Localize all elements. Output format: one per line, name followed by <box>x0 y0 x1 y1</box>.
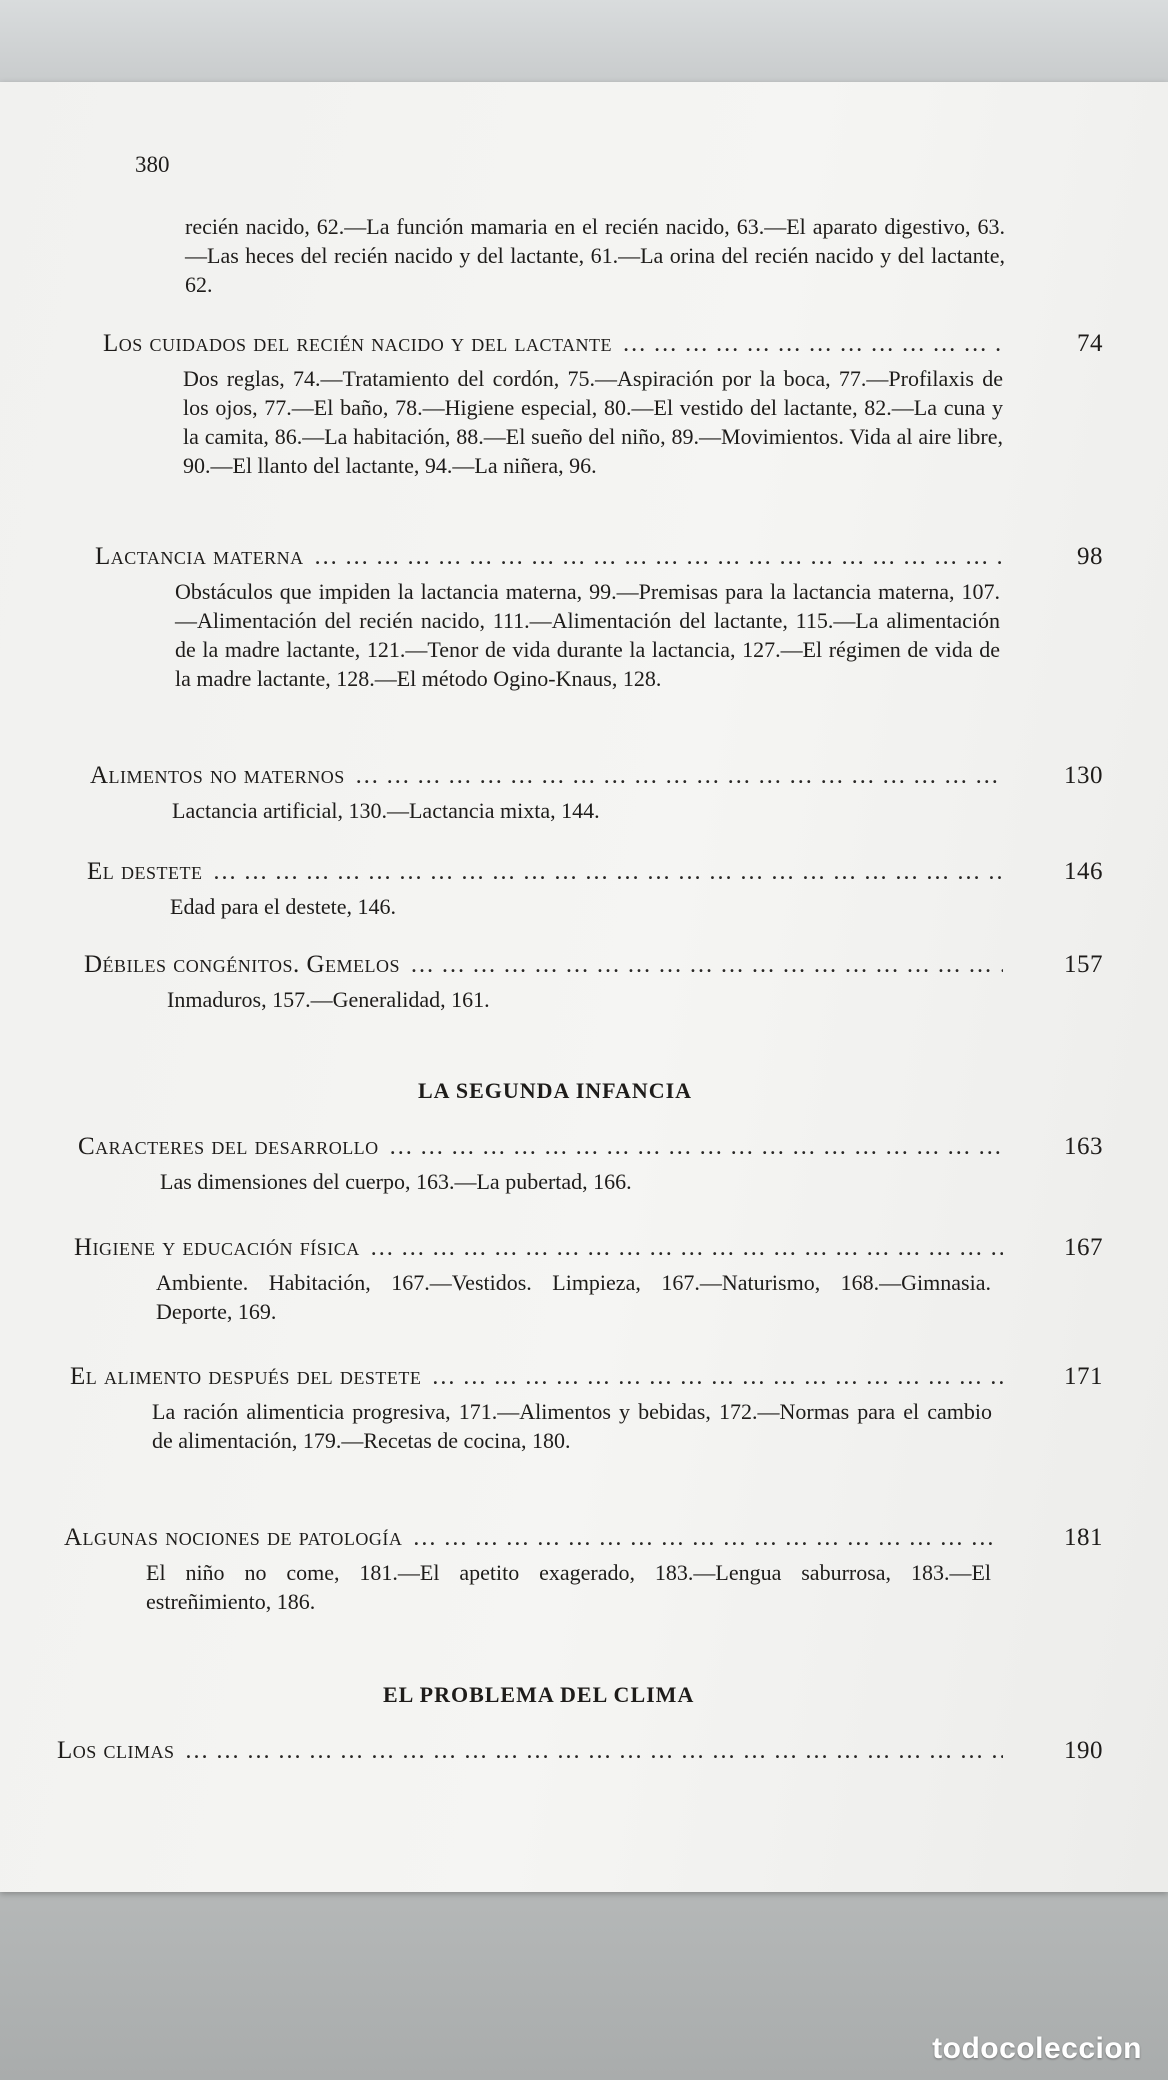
toc-entry <box>70 1363 1103 1455</box>
toc-entry-description: Dos reglas, 74.—Tratamiento del cordón, 75.—Aspiración por la boca, 77.—Profilaxis de los ojos, 77.—El baño, 78.—Higiene especial, 80.—El vestido del lactante, 82.—La cuna y la camita, 86.—La habitación, 88.—El sueño del niño, 89.—Movimientos. Vida al aire libre, 90.—El llanto del lactante, 94.—La niñera, 96. <box>183 366 1003 478</box>
toc-entry-title: Los cuidados del recién nacido y del lactante <box>103 330 613 357</box>
toc-entry-title: Los climas <box>57 1737 175 1764</box>
toc-entry-heading <box>70 1363 1103 1391</box>
watermark-text: todocoleccion <box>932 2032 1142 2065</box>
background-surface-top <box>0 0 1168 90</box>
toc-entry <box>57 1737 1103 1765</box>
dot-leader <box>431 1364 1003 1391</box>
continuation-block <box>185 212 1005 299</box>
dot-leader <box>213 859 1003 886</box>
dot-leader <box>410 952 1003 979</box>
dot-leader <box>370 1235 1003 1262</box>
toc-entry-page: 181 <box>1064 1524 1103 1551</box>
toc-entry-heading <box>103 330 1103 358</box>
toc-entry <box>64 1524 1103 1616</box>
toc-entry-description: Obstáculos que impiden la lactancia materna, 99.—Premisas para la lactancia materna, 107.—Alimentación del recién nacido, 111.—Alimentación del lactante, 115.—La alimentación de la madre lactante, 121.—Tenor de vida durante la lactancia, 127.—El régimen de vida de la madre lactante, 128.—El método Ogino-Knaus, 128. <box>175 579 1000 691</box>
toc-entry <box>84 951 1103 1014</box>
toc-entry <box>74 1234 1103 1326</box>
dot-leader <box>622 331 1003 358</box>
toc-entry-title: El destete <box>87 858 203 885</box>
toc-entry <box>87 858 1103 921</box>
toc-entry-title: Algunas nociones de patología <box>64 1524 403 1551</box>
toc-entry <box>103 330 1103 480</box>
toc-entry-page: 163 <box>1064 1133 1103 1160</box>
dot-leader <box>355 763 1003 790</box>
dot-leader <box>185 1738 1003 1765</box>
toc-entry-page: 146 <box>1064 858 1103 885</box>
toc-entry-title: El alimento después del destete <box>70 1363 422 1390</box>
toc-entry-page: 157 <box>1064 951 1103 978</box>
dot-leader <box>314 544 1003 571</box>
toc-entry-page: 190 <box>1064 1737 1103 1764</box>
toc-entry-description: Las dimensiones del cuerpo, 163.—La pubertad, 166. <box>160 1169 632 1194</box>
page-number: 380 <box>135 152 170 177</box>
toc-entry-description: Ambiente. Habitación, 167.—Vestidos. Limpieza, 167.—Naturismo, 168.—Gimnasia. Deporte, 169. <box>156 1270 991 1324</box>
dot-leader <box>412 1525 1003 1552</box>
toc-entry-heading <box>87 858 1103 886</box>
toc-entry-heading <box>95 543 1103 571</box>
toc-entry-title: Alimentos no maternos <box>90 762 345 789</box>
toc-entry-heading <box>78 1133 1103 1161</box>
toc-entry-description: La ración alimenticia progresiva, 171.—Alimentos y bebidas, 172.—Normas para el cambio de alimentación, 179.—Recetas de cocina, 180. <box>152 1399 992 1453</box>
section-title: EL PROBLEMA DEL CLIMA <box>383 1682 695 1707</box>
watermark-logo <box>932 2032 1142 2066</box>
toc-entry-description: Inmaduros, 157.—Generalidad, 161. <box>167 987 490 1012</box>
toc-entry-title: Débiles congénitos. Gemelos <box>84 951 401 978</box>
toc-entry-heading <box>57 1737 1103 1765</box>
continuation-text: recién nacido, 62.—La función mamaria en el recién nacido, 63.—El aparato digestivo, 63.—Las heces del recién nacido y del lactante, 61.—La orina del recién nacido y del lactante, 62. <box>185 214 1005 297</box>
toc-entry-title: Lactancia materna <box>95 543 304 570</box>
toc-entry-page: 98 <box>1077 543 1103 570</box>
toc-entry-description: El niño no come, 181.—El apetito exagerado, 183.—Lengua saburrosa, 183.—El estreñimiento, 186. <box>146 1560 991 1614</box>
toc-entry-description: Edad para el destete, 146. <box>170 894 397 919</box>
toc-entry-page: 74 <box>1077 330 1103 357</box>
toc-entry-title: Higiene y educación física <box>74 1234 360 1261</box>
toc-entry-page: 171 <box>1064 1363 1103 1390</box>
toc-entry-heading <box>74 1234 1103 1262</box>
toc-entry <box>95 543 1103 693</box>
toc-entry-page: 167 <box>1064 1234 1103 1261</box>
toc-entry-heading <box>64 1524 1103 1552</box>
section-title: LA SEGUNDA INFANCIA <box>418 1078 693 1103</box>
dot-leader <box>389 1134 1003 1161</box>
toc-entry-title: Caracteres del desarrollo <box>78 1133 379 1160</box>
toc-entry-page: 130 <box>1064 762 1103 789</box>
toc-entry <box>78 1133 1103 1196</box>
toc-entry-description: Lactancia artificial, 130.—Lactancia mixta, 144. <box>172 798 600 823</box>
toc-entry-heading <box>90 762 1103 790</box>
toc-entry-heading <box>84 951 1103 979</box>
toc-entry <box>90 762 1103 825</box>
